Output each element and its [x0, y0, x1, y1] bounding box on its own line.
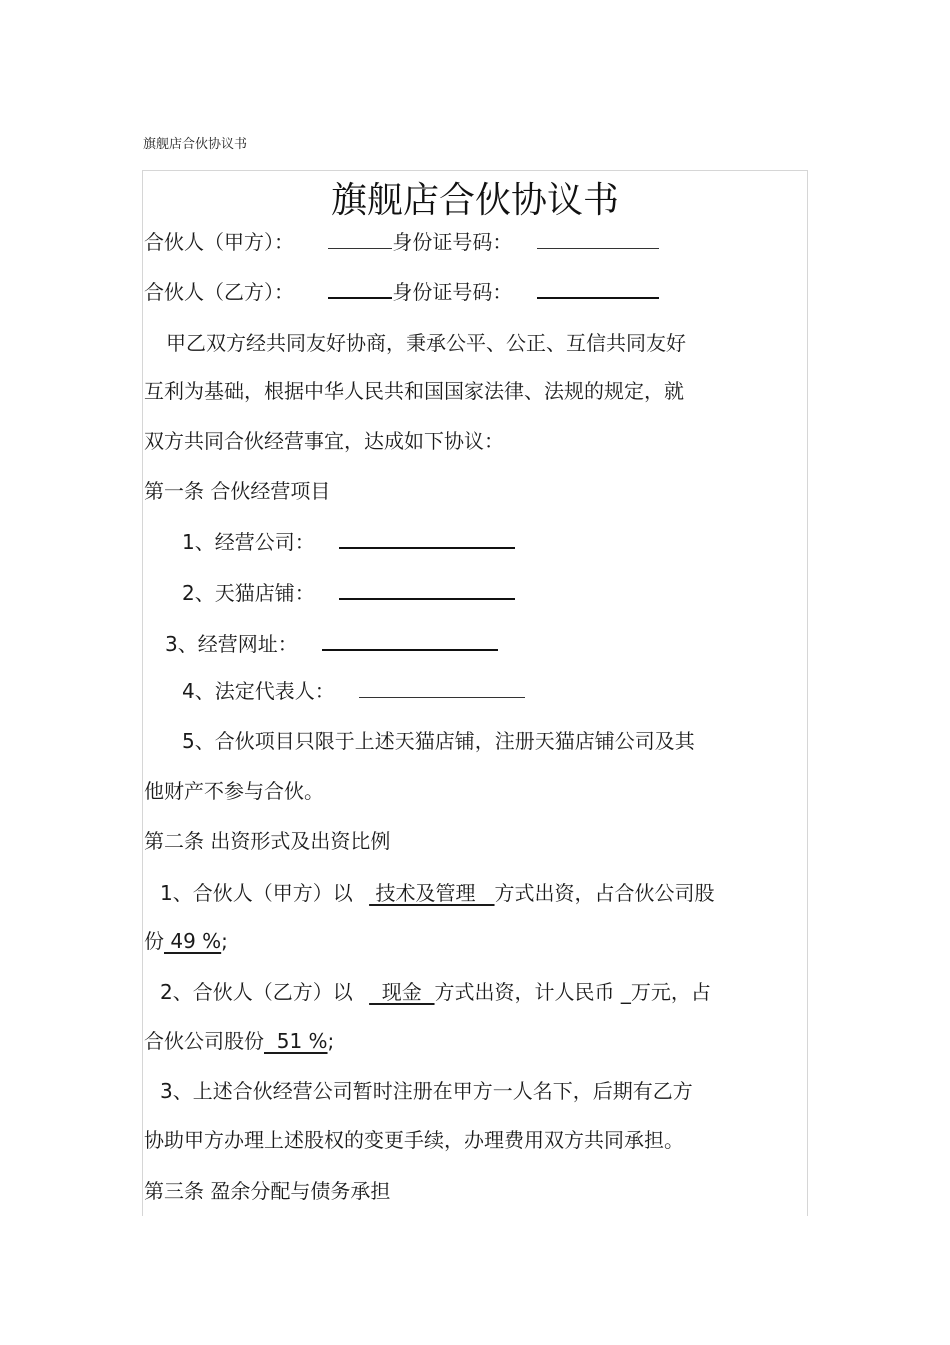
partner-b-id-blank[interactable] [537, 277, 659, 299]
item-text: 方式出资，占合伙公司股 [494, 881, 715, 905]
tmall-store-blank[interactable] [339, 578, 515, 600]
party-a-share-fill[interactable]: 49 % [164, 929, 222, 953]
website-blank[interactable] [322, 629, 498, 651]
item-text: ; [327, 1029, 335, 1053]
item-text: 合伙公司股份 [144, 1029, 264, 1053]
article-1-item-2 [182, 578, 515, 607]
article-2-item-2-share [144, 1027, 334, 1055]
item-text: 份 [144, 929, 164, 953]
item-text: 2、合伙人（乙方）以 [160, 980, 353, 1004]
partner-b-label: 合伙人（乙方）： [144, 280, 294, 304]
partner-b-name-blank[interactable] [328, 277, 392, 299]
header-caption: 旗舰店合伙协议书 [143, 137, 248, 152]
article-1-item-1 [182, 527, 515, 556]
article-1-item-3 [165, 629, 498, 658]
article-1-item-4 [182, 677, 525, 705]
item-label: 3、经营网址： [165, 632, 298, 656]
article-2-item-3-line-2: 协助甲方办理上述股权的变更手续，办理费用双方共同承担。 [144, 1128, 684, 1152]
partner-a-name-blank[interactable] [328, 228, 392, 249]
partner-a-label: 合伙人（甲方）： [144, 230, 294, 254]
partner-a-id-label: 身份证号码： [392, 230, 513, 254]
document-title: 旗舰店合伙协议书 [330, 180, 619, 221]
legal-rep-blank[interactable] [359, 677, 525, 698]
item-label: 1、经营公司： [182, 530, 315, 554]
item-text: ; [221, 929, 228, 953]
article-1-item-5-line-1: 5、合伙项目只限于上述天猫店铺，注册天猫店铺公司及其 [182, 729, 695, 753]
party-b-contribution-fill[interactable]: 现金 [369, 980, 435, 1004]
item-text: 1、合伙人（甲方）以 [160, 881, 353, 905]
article-2-item-2 [160, 978, 711, 1006]
article-3-heading: 第三条 盈余分配与债务承担 [144, 1179, 391, 1203]
item-text: 方式出资，计人民币 _万元，占 [434, 980, 711, 1004]
partner-b-line [144, 277, 659, 306]
intro-line-3: 双方共同合伙经营事宜，达成如下协议： [144, 429, 504, 453]
company-blank[interactable] [339, 527, 515, 549]
partner-a-id-blank[interactable] [537, 228, 659, 249]
intro-line-2: 互利为基础，根据中华人民共和国国家法律、法规的规定，就 [144, 379, 684, 403]
article-2-item-1-share [144, 927, 228, 955]
article-2-heading: 第二条 出资形式及出资比例 [144, 829, 391, 853]
party-b-share-fill[interactable]: 51 % [264, 1029, 328, 1053]
party-a-contribution-fill[interactable]: 技术及管理 [369, 881, 495, 905]
article-1-heading: 第一条 合伙经营项目 [144, 479, 331, 503]
article-1-item-5-line-2: 他财产不参与合伙。 [144, 779, 324, 803]
intro-line-1: 甲乙双方经共同友好协商，秉承公平、公正、互信共同友好 [166, 331, 686, 355]
article-2-item-1 [160, 879, 715, 907]
item-label: 2、天猫店铺： [182, 581, 315, 605]
item-label: 4、法定代表人： [182, 679, 335, 703]
partner-b-id-label: 身份证号码： [392, 280, 513, 304]
partner-a-line [144, 228, 659, 256]
article-2-item-3-line-1: 3、上述合伙经营公司暂时注册在甲方一人名下，后期有乙方 [160, 1079, 693, 1103]
